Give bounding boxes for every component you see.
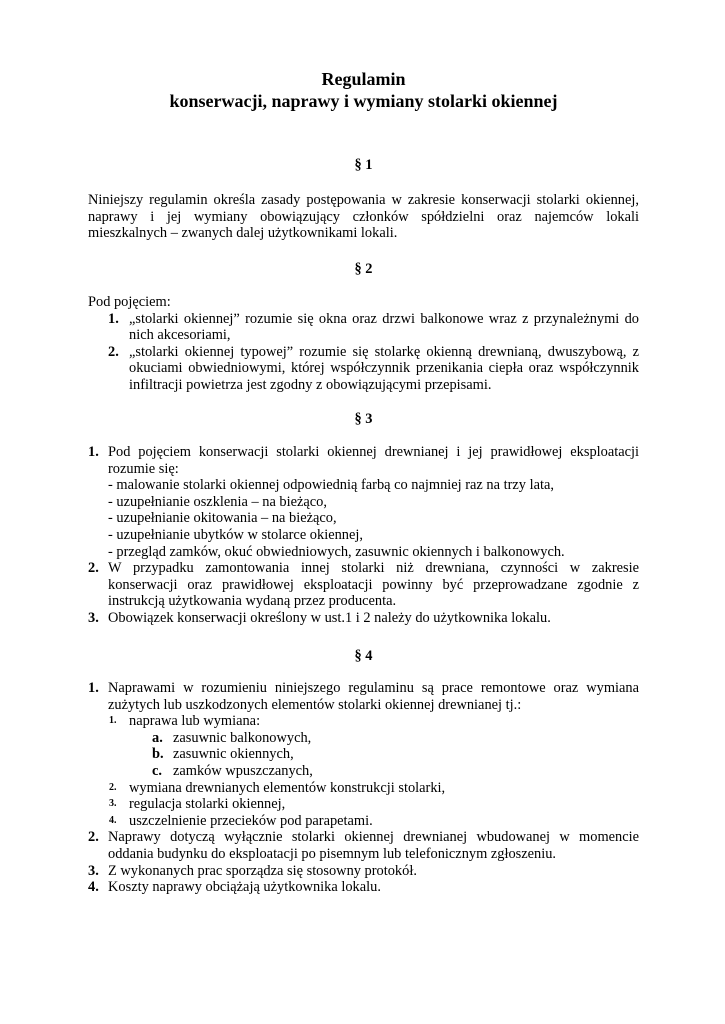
sub-item-text: regulacja stolarki okiennej, <box>129 796 286 813</box>
list-item-line: instrukcją użytkowania wydaną przez producenta. <box>108 593 397 610</box>
list-item-line: Z wykonanych prac sporządza się stosowny protokół. <box>108 862 417 879</box>
dash-item: - uzupełnianie oszklenia – na bieżąco, <box>108 493 327 510</box>
sub-item-text: wymiana drewnianych elementów konstrukcji stolarki, <box>129 779 446 796</box>
list-item <box>88 610 639 627</box>
list-item-line: okuciami obwiedniowymi, której współczynnik przenikania ciepła oraz współczynnik <box>129 360 639 377</box>
list-item-line: Naprawy dotyczą wyłącznie stolarki okiennej drewnianej wbudowanej w momencie <box>108 829 639 846</box>
sub-item-text: uszczelnienie przecieków pod parapetami. <box>129 812 373 829</box>
list-item <box>88 829 639 862</box>
list-item-line: Koszty naprawy obciążają użytkownika lokalu. <box>108 879 381 896</box>
list-item-line: rozumie się: <box>108 460 179 477</box>
letter-marker: b. <box>152 746 164 763</box>
list-item <box>88 444 639 560</box>
list-number: 3. <box>88 862 99 879</box>
list-item <box>88 879 639 896</box>
document-title: Regulamin <box>321 69 406 89</box>
sub-item <box>88 813 639 830</box>
section-2-heading: § 2 <box>354 261 373 277</box>
list-number: 1. <box>88 444 99 460</box>
list-number: 4. <box>88 879 99 896</box>
letter-item-text: zasuwnic balkonowych, <box>173 729 312 746</box>
letter-marker: c. <box>152 762 162 779</box>
section-4-body <box>88 680 639 896</box>
list-item <box>88 863 639 880</box>
section-2-intro: Pod pojęciem: <box>88 294 171 310</box>
letter-item <box>88 763 639 780</box>
letter-item-text: zasuwnic okiennych, <box>173 746 294 763</box>
paragraph-line: mieszkalnych – zwanych dalej użytkownikami lokali. <box>88 225 398 242</box>
letter-item-text: zamków wpuszczanych, <box>173 762 313 779</box>
list-item <box>88 560 639 610</box>
list-item-line: konserwacji oraz prawidłowej eksploatacji powinny być przeprowadzane zgodnie z <box>108 576 639 593</box>
sub-number: 1. <box>109 715 117 727</box>
dash-item: - uzupełnianie okitowania – na bieżąco, <box>108 510 337 527</box>
list-item <box>88 344 639 394</box>
section-1-heading: § 1 <box>354 157 373 173</box>
list-item-line: W przypadku zamontowania innej stolarki niż drewniana, czynności w zakresie <box>108 560 639 577</box>
list-item-line: Naprawami w rozumieniu niniejszego regulaminu są prace remontowe oraz wymiana <box>108 680 639 696</box>
list-number: 3. <box>88 609 99 626</box>
sub-number: 2. <box>109 781 117 793</box>
sub-item <box>88 780 639 797</box>
list-item-line: „stolarki okiennej” rozumie się okna oraz drzwi balkonowe wraz z przynależnymi do <box>129 310 639 327</box>
section-2-body <box>88 294 639 394</box>
list-item-line: infiltracji powietrza jest zgodny z obowiązującymi przepisami. <box>129 376 492 393</box>
list-item-line: Obowiązek konserwacji określony w ust.1 i 2 należy do użytkownika lokalu. <box>108 609 551 626</box>
list-number: 2. <box>108 343 119 360</box>
sub-number: 4. <box>109 814 117 826</box>
sub-item <box>88 713 639 730</box>
dash-item: - przegląd zamków, okuć obwiedniowych, zasuwnic okiennych i balkonowych. <box>108 543 565 560</box>
paragraph-line: Niniejszy regulamin określa zasady postępowania w zakresie konserwacji stolarki okiennej, <box>88 192 639 208</box>
section-1-paragraph <box>88 192 639 242</box>
list-number: 1. <box>88 680 99 696</box>
list-item <box>88 680 639 713</box>
section-3-heading: § 3 <box>354 411 373 427</box>
section-3-body <box>88 444 639 627</box>
list-number: 2. <box>88 560 99 577</box>
dash-item: - malowanie stolarki okiennej odpowiednią farbą co najmniej raz na trzy lata, <box>108 477 554 494</box>
list-number: 2. <box>88 829 99 846</box>
section-4-heading: § 4 <box>354 648 373 664</box>
paragraph-line: naprawy i jej wymiany obowiązujący członków spółdzielni oraz najemców lokali <box>88 208 639 225</box>
list-item-line: zużytych lub uszkodzonych elementów stolarki okiennej drewnianej tj.: <box>108 696 522 713</box>
letter-marker: a. <box>152 729 163 746</box>
list-item-line: oddania budynku do eksploatacji po pisemnym lub telefonicznym zgłoszeniu. <box>108 845 557 862</box>
list-item-line: Pod pojęciem konserwacji stolarki okiennej drewnianej i jej prawidłowej eksploatacji <box>108 444 639 460</box>
list-item-line: nich akcesoriami, <box>129 327 231 344</box>
document-subtitle: konserwacji, naprawy i wymiany stolarki okiennej <box>169 91 558 111</box>
letter-item <box>88 746 639 763</box>
sub-number: 3. <box>109 798 117 810</box>
sub-item-text: naprawa lub wymiana: <box>129 713 261 730</box>
list-item <box>88 311 639 344</box>
list-item-line: „stolarki okiennej typowej” rozumie się stolarkę okienną drewnianą, dwuszybową, z <box>129 343 639 360</box>
sub-item <box>88 796 639 813</box>
dash-item: - uzupełnianie ubytków w stolarce okiennej, <box>108 526 363 543</box>
letter-item <box>88 730 639 747</box>
list-number: 1. <box>108 310 119 327</box>
